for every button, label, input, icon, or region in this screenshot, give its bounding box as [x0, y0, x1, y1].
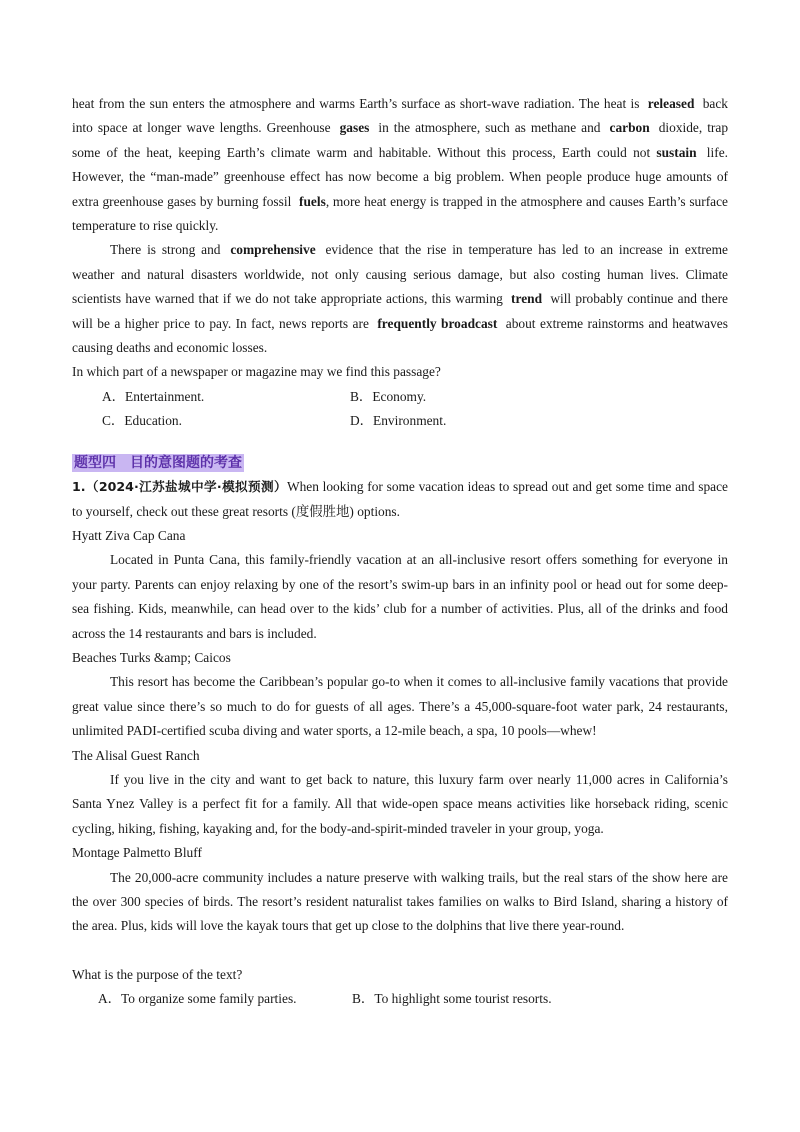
resort-description: The 20,000-acre community includes a nature preserve with walking trails, but the real stars of the show here are the over 300 species of birds. The resort’s resident naturalist takes families on walks to Bird Island, sharing a history of the area. Plus, kids will love the kayak tours that get up close to the dolphins that live there year-round.: [72, 869, 728, 934]
keyword: comprehensive: [230, 242, 316, 258]
question-text: What is the purpose of the text?: [72, 966, 243, 982]
passage-paragraph-2: There is strong and comprehensive evidence that the rise in temperature has led to an increase in extreme weather and natural disasters worldwide, not only causing serious damage, but also costing human lives. Climate scientists have warned that if we do not take appropriate actions, this warming trend will probably continue and there will be a higher price to pay. In fact, news reports are frequently broadcast about extreme rainstorms and heatwaves causing deaths and economic losses.: [72, 242, 728, 356]
keyword: frequently broadcast: [377, 315, 498, 331]
document-page: [72, 92, 728, 1012]
keyword: sustain: [656, 144, 697, 160]
spacer: [72, 939, 728, 963]
option-c[interactable]: C．Education.: [102, 413, 182, 429]
section-heading: 题型四 目的意图题的考查: [74, 454, 242, 471]
resort-name: The Alisal Guest Ranch: [72, 747, 200, 763]
resort-name: Hyatt Ziva Cap Cana: [72, 527, 186, 543]
resort-name: Montage Palmetto Bluff: [72, 845, 202, 861]
option-d[interactable]: D．Environment.: [350, 413, 447, 429]
question-number: 1.（2024·江苏盐城中学·模拟预测）: [72, 479, 287, 495]
keyword: carbon: [609, 120, 650, 136]
keyword: fuels: [299, 193, 326, 209]
option-b[interactable]: B．Economy.: [350, 388, 427, 404]
resort-name: Beaches Turks &amp; Caicos: [72, 649, 231, 665]
option-a[interactable]: A．Entertainment.: [102, 388, 205, 404]
keyword: gases: [339, 120, 370, 136]
keyword: released: [647, 96, 695, 111]
option-a[interactable]: A．To organize some family parties.: [98, 991, 297, 1007]
answer-options: [72, 987, 728, 1011]
question-1-intro: 1.（2024·江苏盐城中学·模拟预测）When looking for some vacation ideas to spread out and get some time and space to yourself, check out these great resorts (度假胜地) options.: [72, 479, 729, 519]
keyword: trend: [511, 291, 543, 307]
resort-description: If you live in the city and want to get back to nature, this luxury farm over nearly 11,000 acres in California’s Santa Ynez Valley is a perfect fit for a family. All that wide-open space means activities like horseback riding, scenic cycling, hiking, fishing, kayaking and, for the body-and-spirit-minded traveler in your group, yoga.: [72, 771, 728, 836]
resort-description: Located in Punta Cana, this family-friendly vacation at an all-inclusive resort offers something for everyone in your party. Parents can enjoy relaxing by one of the resort’s swim-up bars in an infinity pool or head out for some deep-sea fishing. Kids, meanwhile, can head over to the kids’ club for a number of activities. Plus, all of the drinks and food across the 14 restaurants and bars is included.: [72, 552, 728, 641]
option-b[interactable]: B．To highlight some tourist resorts.: [352, 991, 552, 1007]
passage-paragraph-1: heat from the sun enters the atmosphere and warms Earth’s surface as short-wave radiation. The heat is released back into space at longer wave lengths. Greenhouse gases in the atmosphere, such as methane and carbon dioxide, trap some of the heat, keeping Earth’s climate warm and habitable. Without this process, Earth could not sustain life. However, the “man-made” greenhouse effect has now become a big problem. When people produce huge amounts of extra greenhouse gases by burning fossil fuels, more heat energy is trapped in the atmosphere and causes Earth’s surface temperature to rise quickly.: [72, 96, 729, 234]
answer-options: [72, 385, 728, 434]
resort-description: This resort has become the Caribbean’s popular go-to when it comes to all-inclusive family vacations that provide great value since there’s so much to do for guests of all ages. There’s a 45,000-square-foot water park, 24 restaurants, unlimited PADI-certified scuba diving and water sports, a 12-mile beach, a spa, 10 pools—whew!: [72, 674, 728, 739]
question-text: In which part of a newspaper or magazine may we find this passage?: [72, 364, 441, 380]
